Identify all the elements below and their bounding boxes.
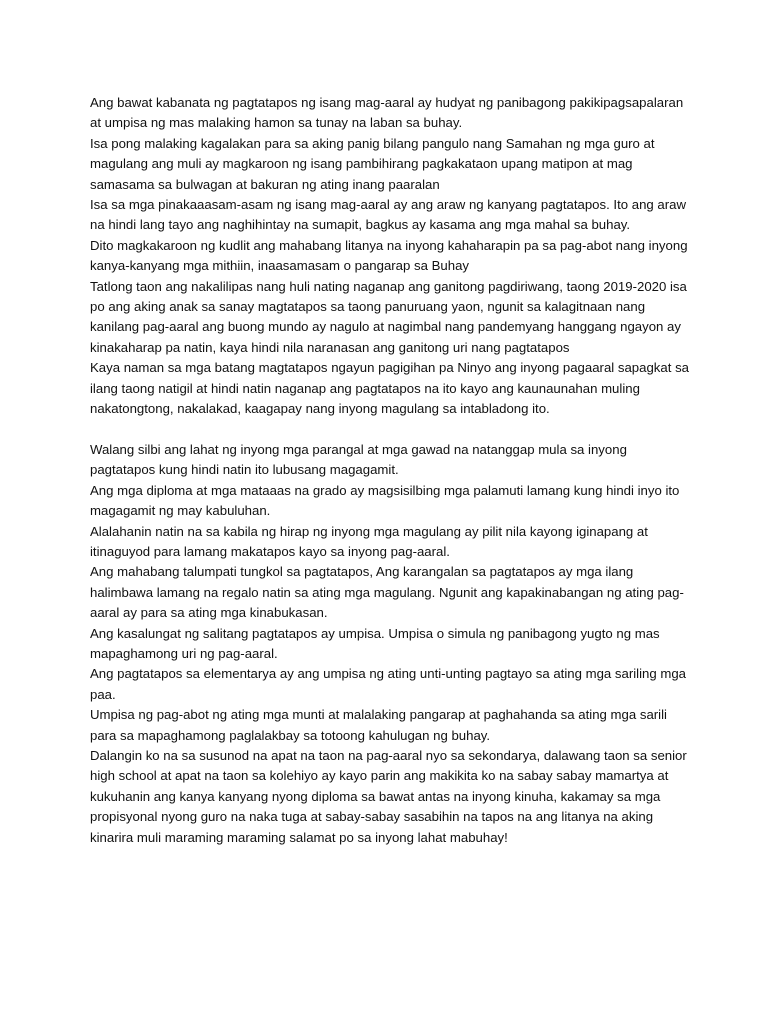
paragraph: Ang bawat kabanata ng pagtatapos ng isang mag-aaral ay hudyat ng panibagong pakikipagsapalaran at umpisa ng mas malaking hamon sa tunay na laban sa buhay.	[90, 95, 684, 131]
paragraph: Isa pong malaking kagalakan para sa aking panig bilang pangulo nang Samahan ng mga guro at magulang ang muli ay magkaroon ng isang pambihirang pagkakataon upang matipon at mag samasama sa bulwagan at bakuran ng ating inang paaralan	[90, 135, 655, 192]
paragraph-spacer	[90, 420, 690, 440]
paragraph: Dalangin ko na sa susunod na apat na taon na pag-aaral nyo sa sekondarya, dalawang taon sa senior high school at apat na taon sa kolehiyo ay kayo parin ang makikita ko na sabay sabay mamartya at kukuhanin ang kanya kanyang nyong diploma sa bawat antas na inyong kinuha, kakamay sa mga propisyonal nyong guro na naka tuga at sabay-sabay sasabihin na tapos na ang litanya na aking kinarira muli maraming maraming salamat po sa inyong lahat mabuhay!	[90, 747, 687, 845]
paragraph: Ang pagtatapos sa elementarya ay ang umpisa ng ating unti-unting pagtayo sa ating mga sariling mga paa.	[90, 666, 687, 702]
paragraph: Tatlong taon ang nakalilipas nang huli nating naganap ang ganitong pagdiriwang, taong 2019-2020 isa po ang aking anak sa sanay magtatapos sa taong panuruang yaon, ngunit sa kalagitnaan nang kanilang pag-aaral ang buong mundo ay nagulo at nagimbal nang pandemyang hanggang ngayon ay kinakaharap pa natin, kaya hindi nila naranasan ang ganitong uri nang pagtatapos	[90, 278, 687, 355]
paragraph: Kaya naman sa mga batang magtatapos ngayun pagigihan pa Ninyo ang inyong pagaaral sapagkat sa ilang taong natigil at hindi natin naganap ang pagtatapos na ito kayo ang kaunaunahan muling nakatongtong, nakalakad, kaagapay nang inyong magulang sa intabladong ito.	[90, 360, 689, 417]
paragraph: Ang mahabang talumpati tungkol sa pagtatapos, Ang karangalan sa pagtatapos ay mga ilang halimbawa lamang na regalo natin sa ating mga magulang. Ngunit ang kapakinabangan ng ating pag-aaral ay para sa ating mga kinabukasan.	[90, 564, 684, 621]
paragraph: Walang silbi ang lahat ng inyong mga parangal at mga gawad na natanggap mula sa inyong pagtatapos kung hindi natin ito lubusang magagamit.	[90, 441, 627, 478]
speech-text	[90, 93, 690, 848]
paragraph: Isa sa mga pinakaaasam-asam ng isang mag-aaral ay ang araw ng kanyang pagtatapos. Ito ang araw na hindi lang tayo ang naghihintay na sumapit, bagkus ay kasama ang mga mahal sa buhay.	[90, 197, 686, 233]
paragraph: Ang mga diploma at mga mataaas na grado ay magsisilbing mga palamuti lamang kung hindi inyo ito magagamit ng may kabuluhan.	[90, 482, 680, 519]
paragraph: Dito magkakaroon ng kudlit ang mahabang litanya na inyong kahaharapin pa sa pag-abot nang inyong kanya-kanyang mga mithiin, inaasamasam o pangarap sa Buhay	[90, 237, 688, 274]
paragraph: Alalahanin natin na sa kabila ng hirap ng inyong mga magulang ay pilit nila kayong iginapang at itinaguyod para lamang makatapos kayo sa inyong pag-aaral.	[90, 523, 648, 559]
paragraph: Umpisa ng pag-abot ng ating mga munti at malalaking pangarap at paghahanda sa ating mga sarili para sa mapaghamong paglalakbay sa totoong kahulugan ng buhay.	[90, 707, 667, 743]
paragraph: Ang kasalungat ng salitang pagtatapos ay umpisa. Umpisa o simula ng panibagong yugto ng mas mapaghamong uri ng pag-aaral.	[90, 625, 660, 661]
